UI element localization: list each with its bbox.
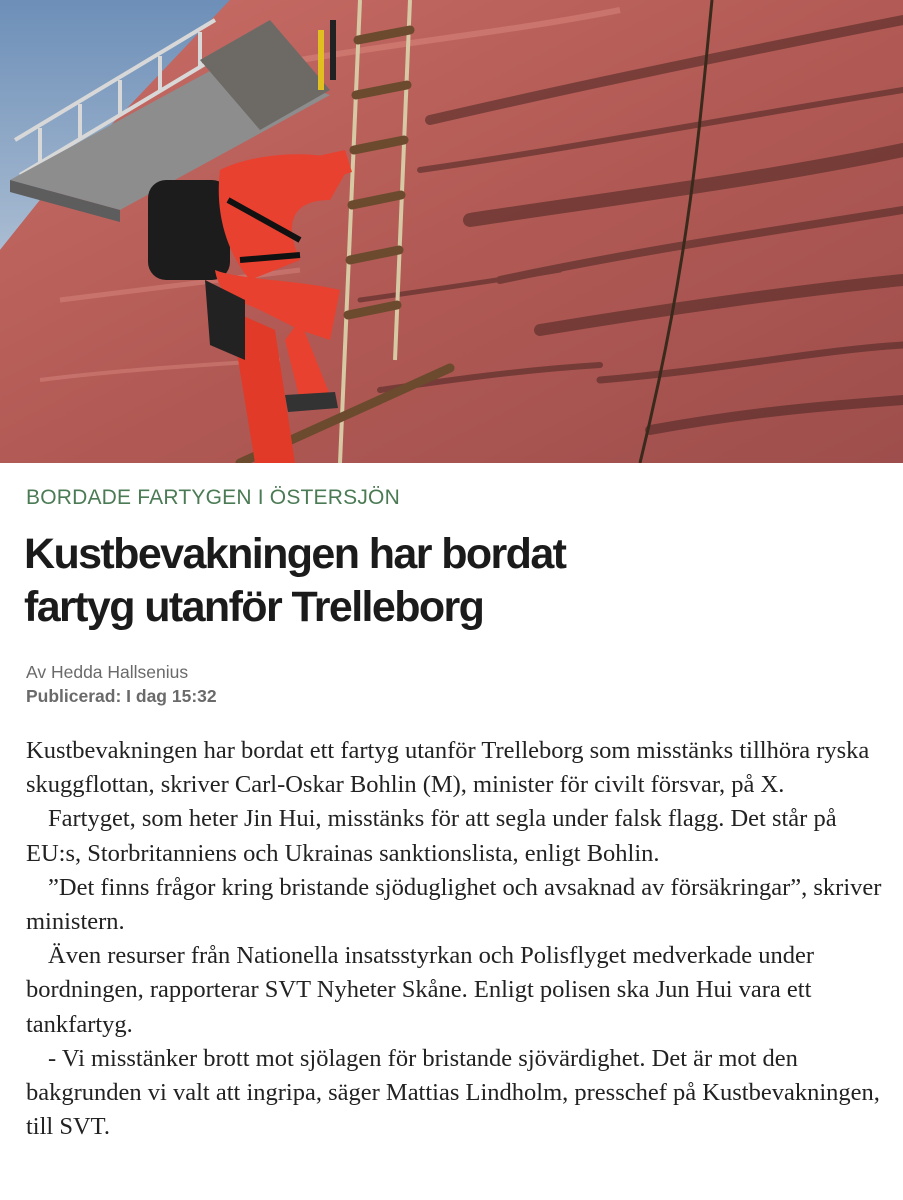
body-paragraph: Fartyget, som heter Jin Hui, misstänks för att segla under falsk flagg. Det står på EU:s, Storbritanniens och Ukrainas sanktionslista, enligt Bohlin. (26, 805, 837, 867)
article-headline (24, 528, 884, 634)
headline-line-2: fartyg utanför Trelleborg (24, 583, 484, 631)
headline-line-1: Kustbevakningen har bordat (24, 530, 566, 578)
author-name[interactable]: Av Hedda Hallsenius (26, 662, 189, 682)
body-paragraph: Även resurser från Nationella insatsstyrkan och Polisflyget medverkade under bordningen, rapporterar SVT Nyheter Skåne. Enligt polisen ska Jun Hui vara ett tankfartyg. (26, 942, 815, 1038)
boarding-ladder-illustration (0, 0, 903, 463)
hero-photo[interactable] (0, 0, 903, 463)
byline (26, 660, 217, 708)
body-paragraph: - Vi misstänker brott mot sjölagen för bristande sjövärdighet. Det är mot den bakgrunden vi valt att ingripa, säger Mattias Lindholm, presschef på Kustbevakningen, till SVT. (26, 1044, 880, 1141)
article-body (26, 734, 888, 1144)
body-paragraph: Kustbevakningen har bordat ett fartyg utanför Trelleborg som misstänks tillhöra ryska skuggflottan, skriver Carl-Oskar Bohlin (M), minister för civilt försvar, på X. (26, 737, 870, 799)
published-timestamp: Publicerad: I dag 15:32 (26, 686, 217, 706)
article-kicker[interactable]: BORDADE FARTYGEN I ÖSTERSJÖN (26, 486, 400, 509)
body-paragraph: ”Det finns frågor kring bristande sjöduglighet och avsaknad av försäkringar”, skriver ministern. (26, 873, 882, 936)
